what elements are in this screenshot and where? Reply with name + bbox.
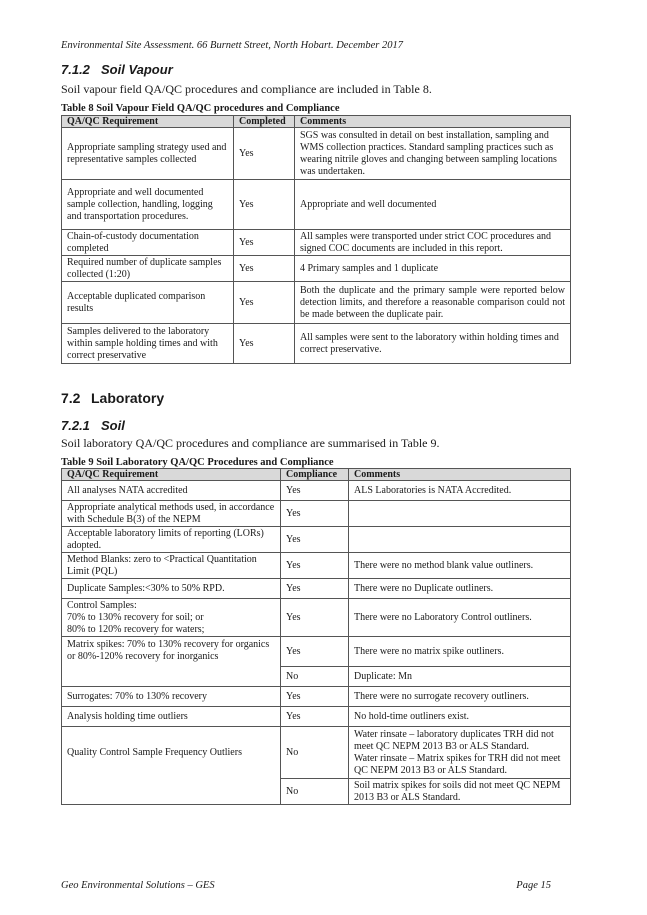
section-title: Soil Vapour	[101, 62, 173, 77]
table-row	[62, 727, 571, 779]
table-row	[62, 324, 571, 364]
requirement-cell: Acceptable laboratory limits of reporting (LORs) adopted.	[62, 527, 281, 553]
requirement-line: 70% to 130% recovery for soil; or	[67, 611, 204, 623]
compliance-cell: Yes	[281, 599, 349, 637]
completed-cell: Yes	[234, 128, 295, 180]
compliance-cell: Yes	[281, 707, 349, 727]
section-title: Laboratory	[91, 390, 165, 406]
header-cell: Completed	[234, 116, 295, 128]
compliance-cell: No	[281, 727, 349, 779]
requirement-cell	[62, 599, 281, 637]
requirement-cell: Analysis holding time outliers	[62, 707, 281, 727]
completed-cell: Yes	[234, 324, 295, 364]
comment-cell: All samples were sent to the laboratory within holding times and correct preservative.	[295, 324, 571, 364]
table-row	[62, 256, 571, 282]
table-row	[62, 230, 571, 256]
comment-cell: There were no Laboratory Control outliners.	[349, 599, 571, 637]
footer-page-number: Page 15	[516, 880, 551, 891]
intro-paragraph-soil-vapour: Soil vapour field QA/QC procedures and compliance are included in Table 8.	[61, 82, 432, 96]
compliance-cell: Yes	[281, 687, 349, 707]
table-row	[62, 128, 571, 180]
comment-cell: ALS Laboratories is NATA Accredited.	[349, 481, 571, 501]
header-cell: Comments	[349, 469, 571, 481]
compliance-cell: Yes	[281, 481, 349, 501]
requirement-line: Control Samples:	[67, 599, 137, 611]
section-title: Soil	[101, 418, 125, 433]
requirement-cell: Chain-of-custody documentation completed	[62, 230, 234, 256]
requirement-cell: Required number of duplicate samples collected (1:20)	[62, 256, 234, 282]
comment-cell: Appropriate and well documented	[295, 180, 571, 230]
comment-line: Water rinsate – laboratory duplicates TRH did not meet QC NEPM 2013 B3 or ALS Standard.	[354, 728, 554, 752]
completed-cell: Yes	[234, 282, 295, 324]
table-header-row	[62, 469, 571, 481]
table-row	[62, 501, 571, 527]
page-header: Environmental Site Assessment. 66 Burnett Street, North Hobart. December 2017	[61, 40, 403, 51]
table9-soil-laboratory-qaqc	[61, 468, 571, 805]
compliance-cell: Yes	[281, 527, 349, 553]
table-header-row	[62, 116, 571, 128]
comment-cell: No hold-time outliners exist.	[349, 707, 571, 727]
intro-paragraph-soil: Soil laboratory QA/QC procedures and compliance are summarised in Table 9.	[61, 436, 440, 450]
section-heading-soil	[61, 418, 125, 433]
table-row	[62, 707, 571, 727]
requirement-cell: Surrogates: 70% to 130% recovery	[62, 687, 281, 707]
compliance-cell: Yes	[281, 579, 349, 599]
requirement-cell: Acceptable duplicated comparison results	[62, 282, 234, 324]
comment-line: Water rinsate – Matrix spikes for TRH did not meet QC NEPM 2013 B3 or ALS Standard.	[354, 752, 561, 776]
comment-cell	[349, 527, 571, 553]
section-heading-laboratory	[61, 390, 164, 406]
comment-cell: There were no matrix spike outliners.	[349, 637, 571, 667]
section-number: 7.1.2	[61, 62, 90, 77]
table8-soil-vapour-qaqc	[61, 115, 571, 364]
requirement-cell: Duplicate Samples:<30% to 50% RPD.	[62, 579, 281, 599]
section-number: 7.2.1	[61, 418, 90, 433]
compliance-cell: No	[281, 667, 349, 687]
comment-cell: Duplicate: Mn	[349, 667, 571, 687]
completed-cell: Yes	[234, 230, 295, 256]
comment-cell: Both the duplicate and the primary sample were reported below detection limits, and therefore a reasonable comparison could not be made between the duplicate pair.	[295, 282, 571, 324]
comment-cell: There were no Duplicate outliners.	[349, 579, 571, 599]
table-row	[62, 481, 571, 501]
compliance-cell: Yes	[281, 637, 349, 667]
completed-cell: Yes	[234, 256, 295, 282]
table-row	[62, 180, 571, 230]
comment-cell: All samples were transported under strict COC procedures and signed COC documents are included in this report.	[295, 230, 571, 256]
requirement-line: 80% to 120% recovery for waters;	[67, 623, 205, 635]
table9-caption: Table 9 Soil Laboratory QA/QC Procedures and Compliance	[61, 457, 334, 468]
compliance-cell: Yes	[281, 501, 349, 527]
table-row	[62, 637, 571, 667]
requirement-cell: All analyses NATA accredited	[62, 481, 281, 501]
header-cell: QA/QC Requirement	[62, 116, 234, 128]
requirement-cell: Appropriate sampling strategy used and representative samples collected	[62, 128, 234, 180]
completed-cell: Yes	[234, 180, 295, 230]
header-cell: QA/QC Requirement	[62, 469, 281, 481]
table-row	[62, 599, 571, 637]
comment-cell: There were no surrogate recovery outliners.	[349, 687, 571, 707]
section-heading-soil-vapour	[61, 62, 173, 77]
table-row	[62, 553, 571, 579]
comment-cell	[349, 501, 571, 527]
table-row	[62, 579, 571, 599]
table-row	[62, 687, 571, 707]
requirement-cell: Appropriate analytical methods used, in accordance with Schedule B(3) of the NEPM	[62, 501, 281, 527]
requirement-cell: Appropriate and well documented sample collection, handling, logging and transportation procedures.	[62, 180, 234, 230]
table8-caption: Table 8 Soil Vapour Field QA/QC procedures and Compliance	[61, 103, 340, 114]
comment-cell: SGS was consulted in detail on best installation, sampling and WMS collection practices. Standard sampling practices such as wearing nitrile gloves and changing between sampling locations was undertaken.	[295, 128, 571, 180]
section-number: 7.2	[61, 390, 81, 406]
compliance-cell: Yes	[281, 553, 349, 579]
header-cell: Compliance	[281, 469, 349, 481]
comment-cell: Soil matrix spikes for soils did not meet QC NEPM 2013 B3 or ALS Standard.	[349, 779, 571, 805]
comment-cell: There were no method blank value outliners.	[349, 553, 571, 579]
compliance-cell: No	[281, 779, 349, 805]
footer-company: Geo Environmental Solutions – GES	[61, 880, 215, 891]
requirement-cell: Quality Control Sample Frequency Outliers	[62, 727, 281, 805]
header-cell: Comments	[295, 116, 571, 128]
requirement-cell: Matrix spikes: 70% to 130% recovery for organics or 80%-120% recovery for inorganics	[62, 637, 281, 687]
requirement-cell: Method Blanks: zero to <Practical Quantitation Limit (PQL)	[62, 553, 281, 579]
comment-cell: 4 Primary samples and 1 duplicate	[295, 256, 571, 282]
requirement-cell: Samples delivered to the laboratory within sample holding times and with correct preservative	[62, 324, 234, 364]
table-row	[62, 527, 571, 553]
table-row	[62, 282, 571, 324]
comment-cell	[349, 727, 571, 779]
